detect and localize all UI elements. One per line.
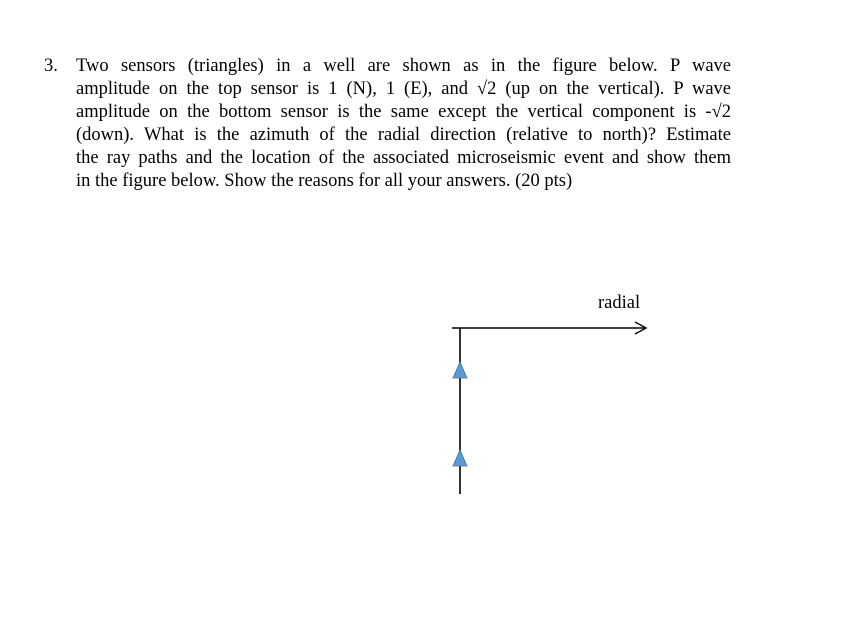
radial-axis-label: radial bbox=[598, 293, 641, 313]
problem-line-6: in the figure below. Show the reasons for all your answers. (20 pts) bbox=[76, 171, 573, 191]
problem-number: 3. bbox=[44, 56, 58, 76]
problem-line-3: amplitude on the bottom sensor is the same except the vertical component is -√2 bbox=[76, 102, 731, 122]
problem-line-1: Two sensors (triangles) in a well are shown as in the figure below. P wave bbox=[76, 56, 731, 76]
top-sensor-triangle-icon bbox=[453, 362, 467, 378]
bottom-sensor-triangle-icon bbox=[453, 450, 467, 466]
problem-line-5: the ray paths and the location of the associated microseismic event and show them bbox=[76, 148, 731, 168]
problem-line-4: (down). What is the azimuth of the radial direction (relative to north)? Estimate bbox=[76, 125, 731, 145]
problem-line-2: amplitude on the top sensor is 1 (N), 1 (E), and √2 (up on the vertical). P wave bbox=[76, 79, 731, 99]
